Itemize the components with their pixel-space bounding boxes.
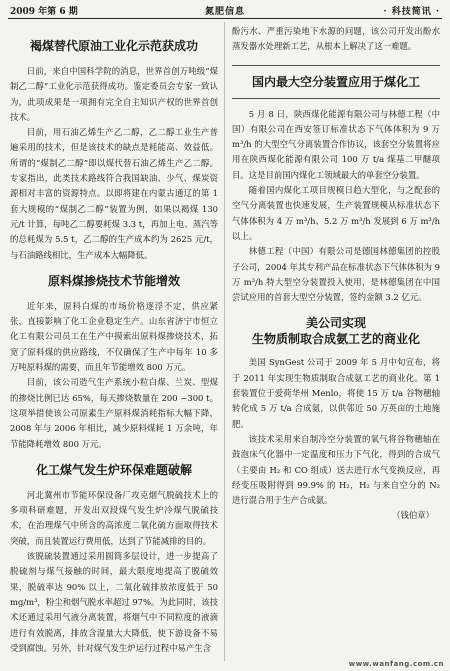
article-title-line2: 生物质制取合成氨工艺的商业化 xyxy=(251,332,420,347)
article-paragraph: 目前，该公司造气生产系统小粒白煤、兰炭、型煤的掺烧比例已达 65%，每天掺烧数量在 200 ~300 t。这项举措使该公司原素生产原料煤消耗指标大幅下降，2008 年与 2006 年相比，减少原料煤耗 1 万余吨，年节能降耗增效 800 万元。 xyxy=(10,377,218,449)
column-divider xyxy=(224,22,225,661)
section-name: · 科技简讯 · xyxy=(383,7,440,17)
article-paragraph: 5 月 8 日，陕西煤化能源有限公司与林德工程（中国）有限公司在西安签订标准状态下气体体积为 9 万 m³/h 的大型空气分离装置合作协议，该套空分装置将应用在陕西煤化能源有限公司 100 万 t/a 煤基二甲醚项目。这是目前国内煤化工领域最大的单套空分装置。 xyxy=(232,108,440,180)
article-paragraph: 河北冀州市节能环保设备厂攻克烟气脱硫技术上的多项科研难题，开发出双段煤气发生炉冷煤气脱硫技术，在治理煤气中所含的高浓度二氧化硫方面取得技术突破，而且装置运行费用低，达到了节能减排的目的。 xyxy=(10,489,218,546)
header-rule xyxy=(8,18,442,19)
article-paragraph: 美国 SynGest 公司于 2009 年 5 月中旬宣布，将于 2011 年实现生物质制取合成氨工艺的商业化。第 1 套装置位于爱荷华州 Menlo，将使 15 万 t/a 谷物穗轴转化成 5 万 t/a 合成氨，以供邻近 50 万英亩的土地施肥。 xyxy=(232,357,440,429)
watermark: www.wanfang.com.cn xyxy=(348,660,444,668)
article-paragraph: 目前，用石油乙烯生产乙二醇，乙二醇工业生产普遍采用的技术，但是该技术的缺点是耗能高、效益低。所谓的“煤制乙二醇”即以煤代替石油乙烯生产乙二醇。专家指出，此类技术路线符合我国缺油、少气、煤炭资源相对丰富的资源特点。以即将建在内蒙古通辽的第 1 套大规模的“煤制乙二醇”装置为例，如果以褐煤 130 元/t 计算，每吨乙二醇要耗煤 3.3 t，再加上电、蒸汽等的总耗煤为 5.5 t，乙二醇的生产成本约为 2625 元/t，与石油路线相比，生产成本大幅降低。 xyxy=(10,127,218,260)
article-heading-block xyxy=(232,65,440,99)
right-column xyxy=(232,24,440,524)
article-paragraph: 近年来，原料白煤的市场价格逐浮不定，供应紧张，直接影响了化工企业稳定生产。山东省济宁市恒立化工有限公司员工在生产中摸索出原料煤掺烧技术，拓宽了原料煤的供应路线，不仅确保了生产中每年 10 多万吨原料煤的需要，而且年节能增效 800 万元。 xyxy=(10,300,218,373)
article-paragraph: 该脱硫装置通过采用圆筒多层设计，进一步提高了脱硫剂与煤气接触的时间，最大限度地提高了脱硫效果，脱硫率达 90% 以上，二氧化硫排放浓度低于 50 mg/m³，粉尘和烟气脱水率超过 97%。为此同时，该技术还通过采用气液分离装置，将烟气中不同粒度的液滴进行有效脱离，排放含湿量大大降低，使下游设备不易受到腐蚀。另外，针对煤气发生炉运行过程中易产生含 xyxy=(10,551,218,653)
page-header xyxy=(0,0,450,20)
heading-rule xyxy=(232,98,440,99)
article-title: 褐煤替代原油工业化示范获成功 xyxy=(29,39,198,53)
heading-rule xyxy=(232,65,440,66)
left-column xyxy=(10,24,218,656)
article-title: 国内最大空分装置应用于煤化工 xyxy=(251,74,420,89)
article-paragraph: 日前，来自中国科学院的消息，世界首创万吨级“煤制乙二醇”工业化示范获得成功。鉴定委员会专家一致认为，此项成果是一项拥有完全自主知识产权的世界首创技术。 xyxy=(10,66,218,122)
article-paragraph: 随着国内煤化工项目规模日趋大型化，与之配套的空气分离装置也快速发展，生产装置规模从标准状态下气体体积为 4 万 m³/h、5.2 万 m³/h 发展到 6 万 m³/h 以上。 xyxy=(232,185,440,241)
article-paragraph-continued: 酚污水、严重污染地下水源的问题，该公司开发出酚水蒸发器水处理新工艺，从根本上解决了这一难题。 xyxy=(232,26,440,52)
issue-label: 2009 年第 6 期 xyxy=(10,7,78,17)
author-signature: （钱伯章） xyxy=(392,510,434,521)
article-title-line1: 美公司实现 xyxy=(305,316,366,331)
journal-name: 氮肥信息 xyxy=(204,7,245,17)
article-paragraph: 林德工程（中国）有限公司是德国林德集团的控股子公司，2004 年其专利产品在标准状态下气体体积为 9 万 m³/h 特大型空分装置投入使用，是林德集团在中国尝试应用的首套大型空分装置，签约金额 3.2 亿元。 xyxy=(232,246,440,303)
article-title: 原料煤掺烧技术节能增效 xyxy=(47,273,180,288)
article-paragraph: 该技术采用来自制冷空分装置的氧气将谷物穗轴在鼓泡床气化器中一定温度和压力下气化，得到的合成气（主要由 H₂ 和 CO 组成）送去进行水气变换反应，再经变压吸附得到 99.9% 的 H₂，H₂ 与来自空分的 N₂ 进行混合用于生产合成氨。 xyxy=(232,433,440,506)
article-title: 化工煤气发生炉环保难题破解 xyxy=(35,462,192,477)
